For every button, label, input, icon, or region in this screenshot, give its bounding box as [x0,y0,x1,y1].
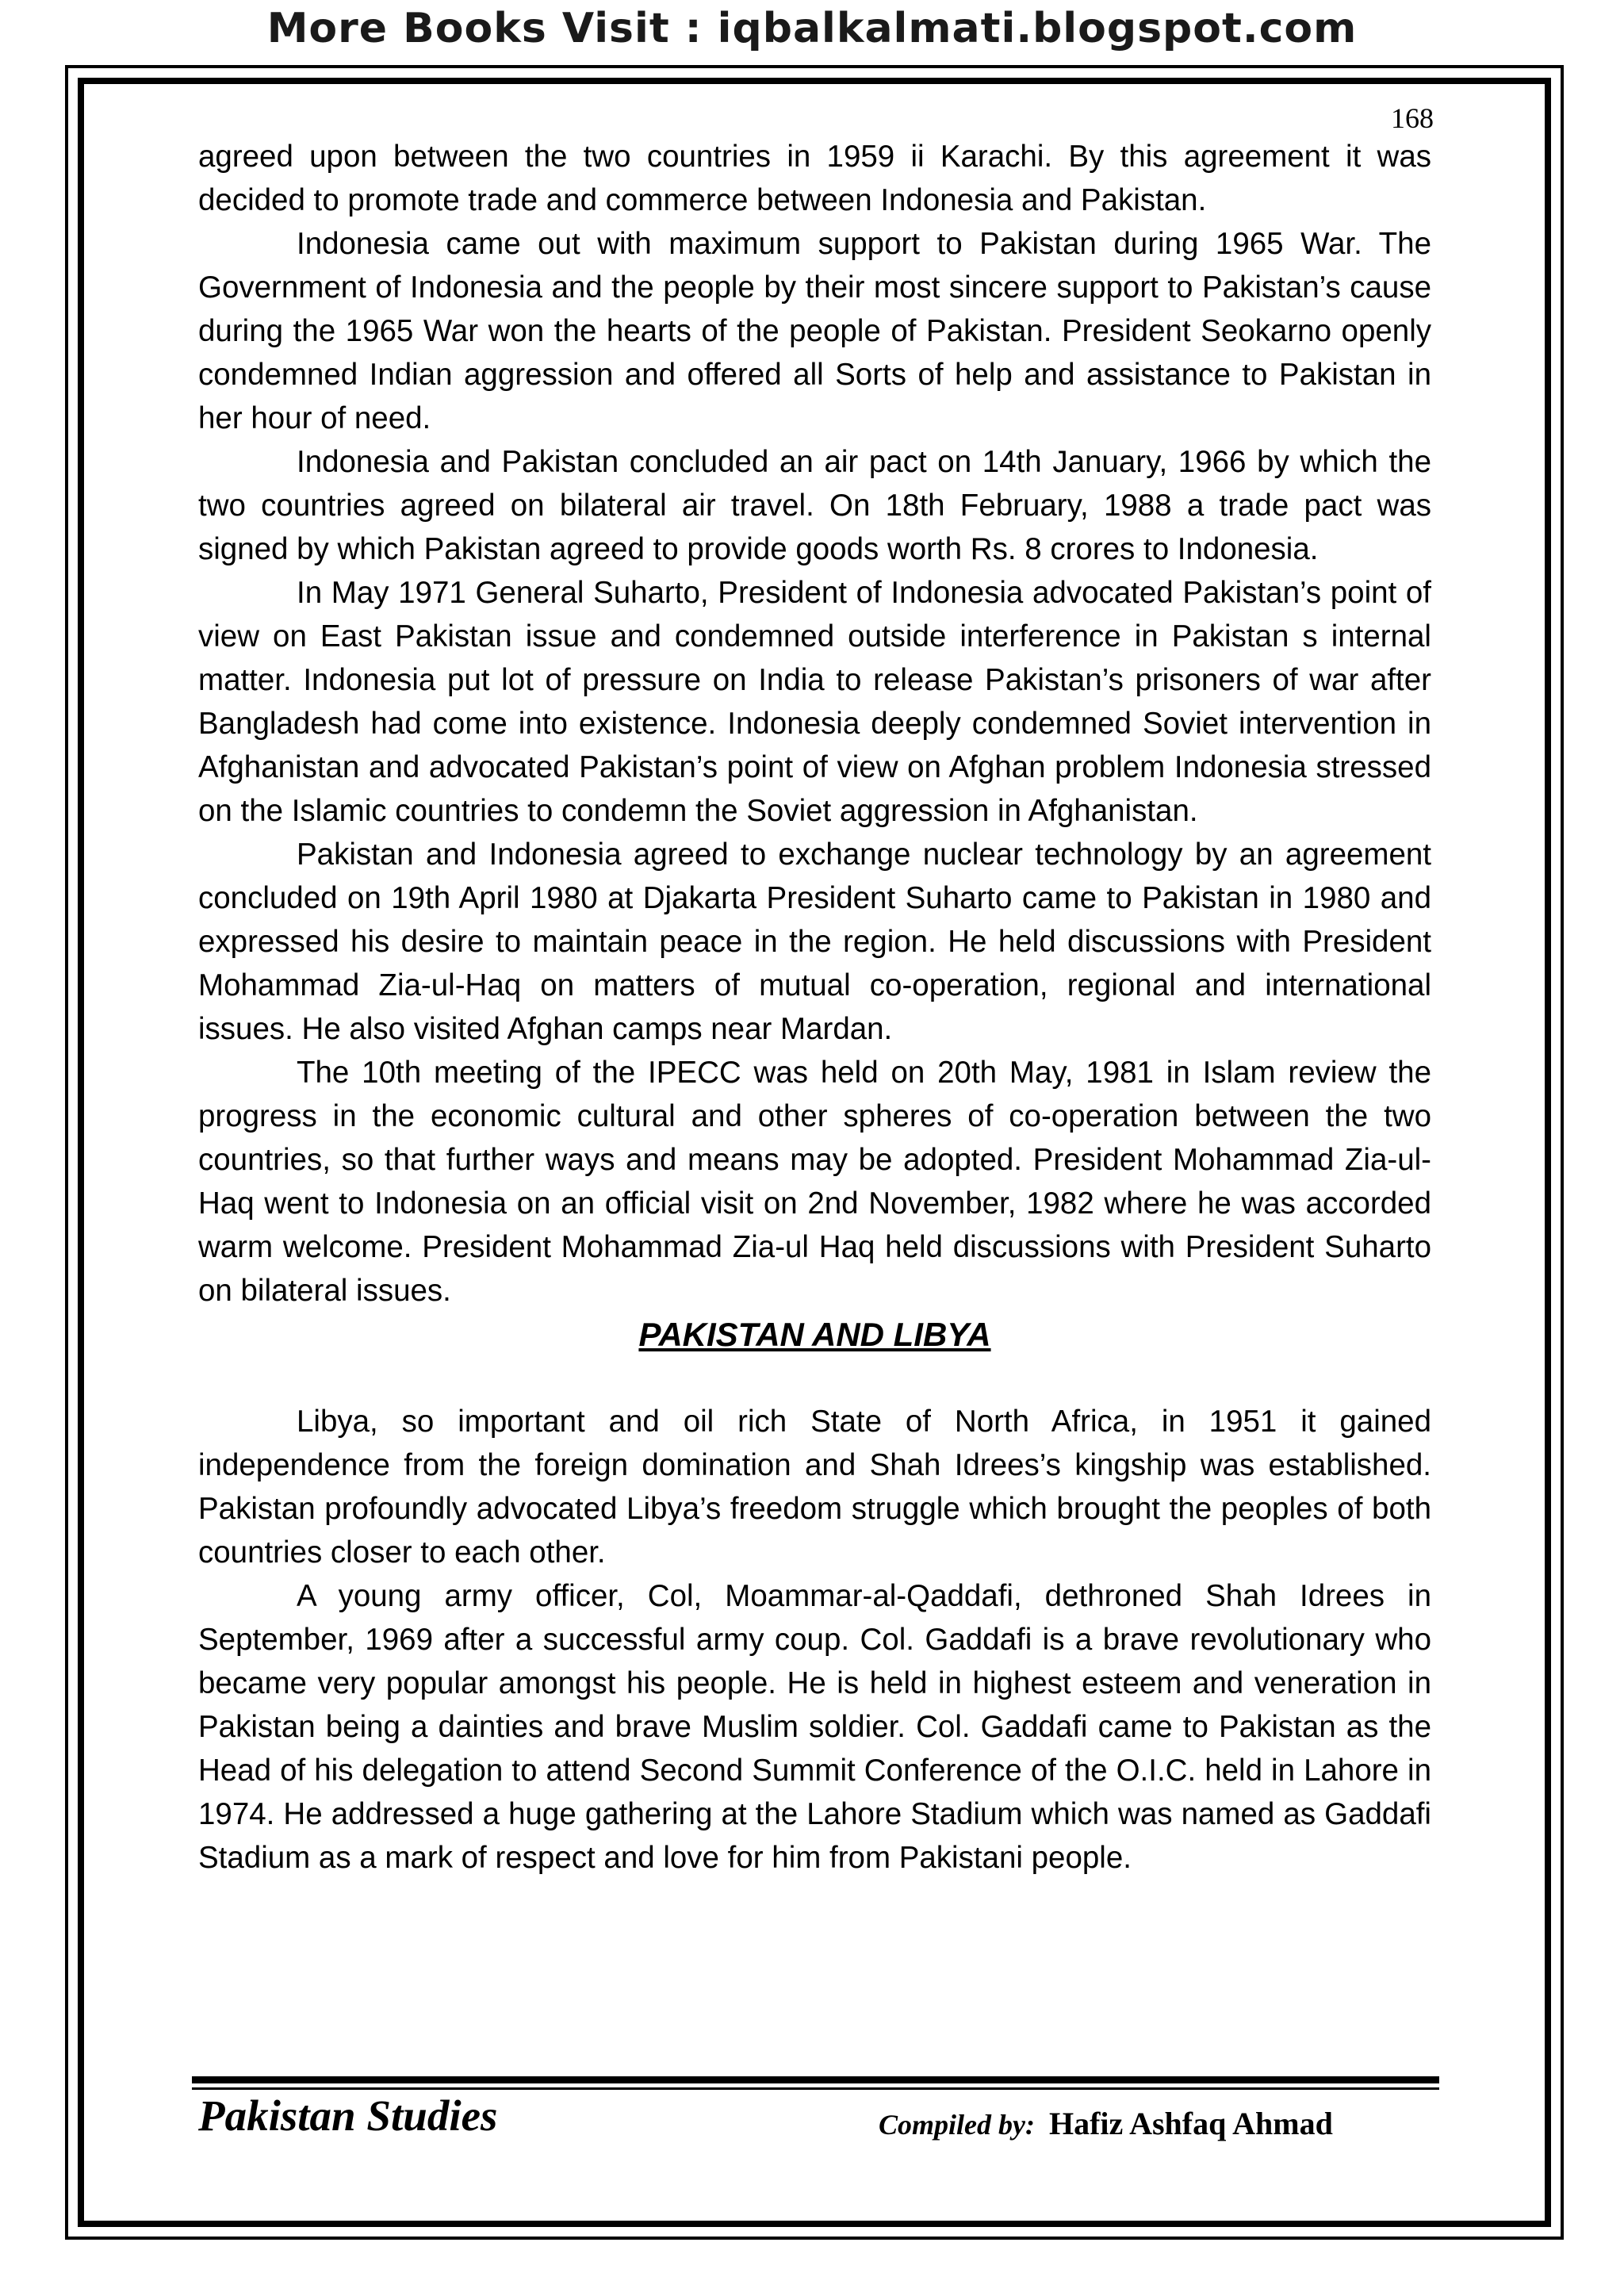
paragraph: Indonesia came out with maximum support to Pakistan during 1965 War. The Government of Indonesia and the people by their most sincere support to Pakistan’s cause during the 1965 War won the hearts of the people of Pakistan. President Seokarno openly condemned Indian aggression and offered all Sorts of help and assistance to Pakistan in her hour of need. [198,227,1431,435]
compiler-name: Hafiz Ashfaq Ahmad [1048,2106,1333,2141]
paragraph: The 10th meeting of the IPECC was held on 20th May, 1981 in Islam review the progress in the economic cultural and other spheres of co-operation between the two countries, so that further ways and means may be adopted. President Mohammad Zia-ul-Haq went to Indonesia on an official visit on 2nd November, 1982 where he was accorded warm welcome. President Mohammad Zia-ul Haq held discussions with President Suharto on bilateral issues. [198,1056,1431,1308]
paragraph: Pakistan and Indonesia agreed to exchange nuclear technology by an agreement concluded on 19th April 1980 at Djakarta President Suharto came to Pakistan in 1980 and expressed his desire to maintain peace in the region. He held discussions with President Mohammad Zia-ul-Haq on matters of mutual co-operation, regional and international issues. He also visited Afghan camps near Mardan. [198,838,1431,1046]
footer-book-title: Pakistan Studies [198,2091,498,2140]
header-banner: More Books Visit : iqbalkalmati.blogspot.com [266,5,1358,52]
section-heading: PAKISTAN AND LIBYA [638,1316,991,1353]
paragraph: Indonesia and Pakistan concluded an air pact on 14th January, 1966 by which the two countries agreed on bilateral air travel. On 18th February, 1988 a trade pact was signed by which Pakistan agreed to provide goods worth Rs. 8 crores to Indonesia. [198,445,1431,566]
page-number: 168 [1391,102,1434,134]
footer-rule-thin [192,2087,1439,2090]
paragraph: agreed upon between the two countries in 1959 ii Karachi. By this agreement it was decided to promote trade and commerce between Indonesia and Pakistan. [198,140,1431,217]
paragraph: A young army officer, Col, Moammar-al-Qaddafi, dethroned Shah Idrees in September, 1969 after a successful army coup. Col. Gaddafi is a brave revolutionary who became very popular amongst his people. He is held in highest esteem and veneration in Pakistan being a dainties and brave Muslim soldier. Col. Gaddafi came to Pakistan as the Head of his delegation to attend Second Summit Conference of the O.I.C. held in Lahore in 1974. He addressed a huge gathering at the Lahore Stadium which was named as Gaddafi Stadium as a mark of respect and love for him from Pakistani people. [198,1579,1431,1875]
compiled-by-label: Compiled by: [879,2109,1035,2141]
paragraph: In May 1971 General Suharto, President of Indonesia advocated Pakistan’s point of view on East Pakistan issue and condemned outside interference in Pakistan s internal matter. Indonesia put lot of pressure on India to release Pakistan’s prisoners of war after Bangladesh had come into existence. Indonesia deeply condemned Soviet intervention in Afghanistan and advocated Pakistan’s point of view on Afghan problem Indonesia stressed on the Islamic countries to condemn the Soviet aggression in Afghanistan. [198,576,1431,828]
paragraph: Libya, so important and oil rich State of North Africa, in 1951 it gained independence from the foreign domination and Shah Idrees’s kingship was established. Pakistan profoundly advocated Libya’s freedom struggle which brought the peoples of both countries closer to each other. [198,1405,1431,1570]
footer-rule [192,2076,1439,2083]
footer-compiler [879,2105,1333,2142]
body-text [198,135,1431,1880]
